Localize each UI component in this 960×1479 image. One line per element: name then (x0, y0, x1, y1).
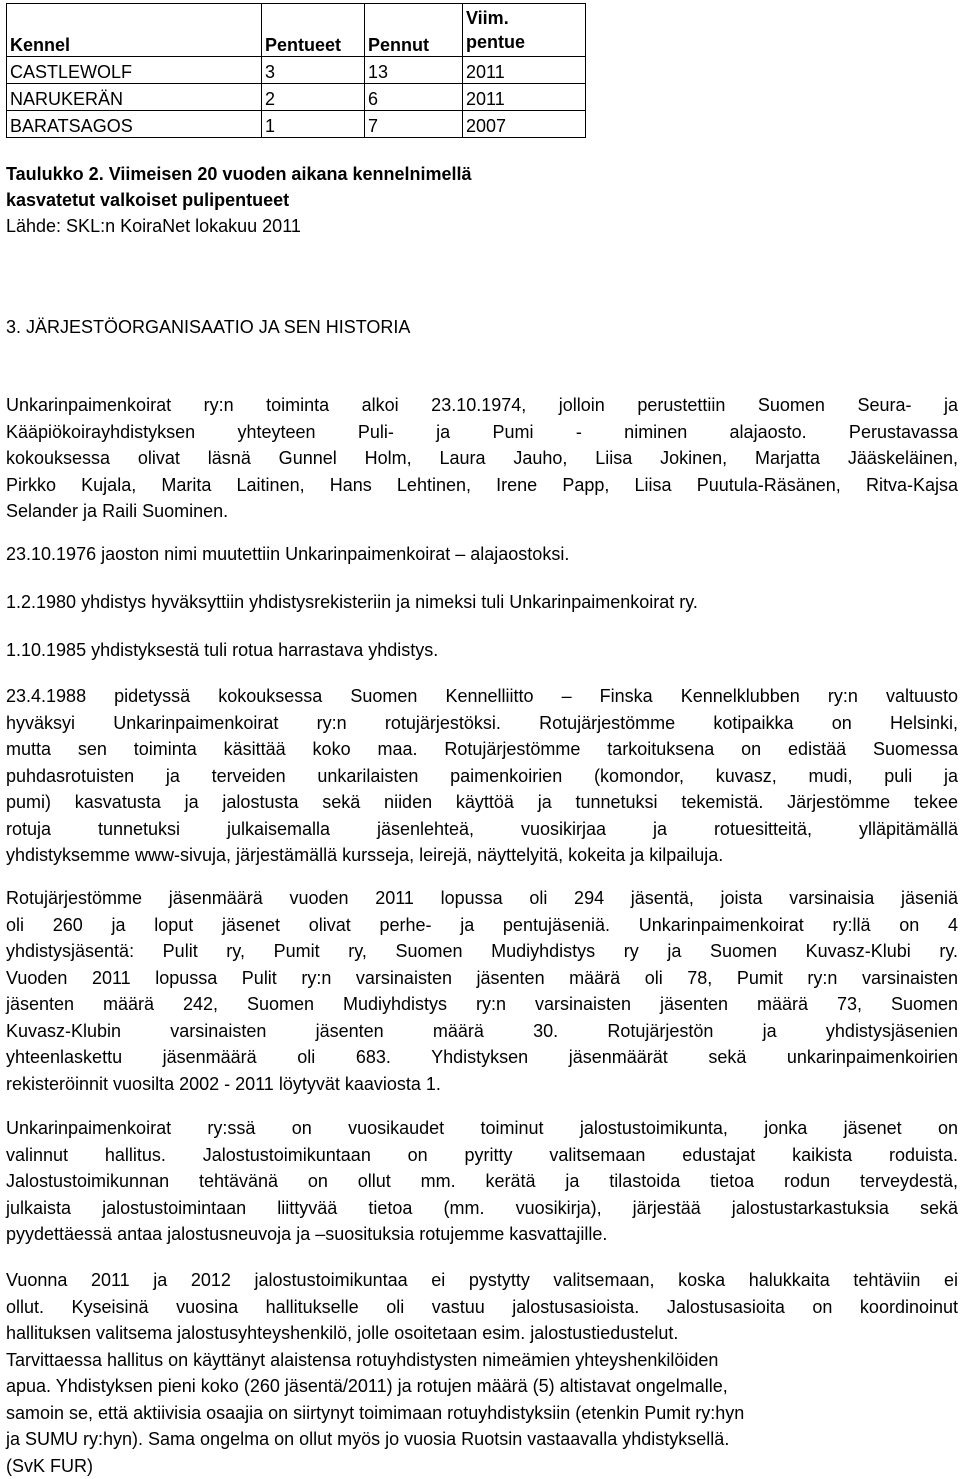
paragraph-line: samoin se, että aktiivisia osaajia on siirtynyt toimimaan rotuyhdistyksiin (etenkin Pumit ry:hyn (6, 1400, 958, 1427)
paragraph-line: puhdasrotuisten ja terveiden unkarilaisten paimenkoirien (komondor, kuvasz, mudi, puli ja (6, 763, 958, 790)
header-viim-line1: Viim. (466, 8, 509, 28)
paragraph-1976 (6, 541, 958, 568)
paragraph-membership (6, 885, 958, 1097)
paragraph-line: valinnut hallitus. Jalostustoimikuntaan on pyritty valitsemaan edustajat kaikista roduista. (6, 1142, 958, 1169)
paragraph-line: Vuoden 2011 lopussa Pulit ry:n varsinaisten jäsenten määrä oli 78, Pumit ry:n varsinaisten (6, 965, 958, 992)
header-pentueet: Pentueet (262, 4, 365, 57)
section-heading: 3. JÄRJESTÖORGANISAATIO JA SEN HISTORIA (6, 314, 410, 340)
cell-kennel: BARATSAGOS (7, 111, 262, 138)
table-source: Lähde: SKL:n KoiraNet lokakuu 2011 (6, 213, 301, 239)
paragraph-line: ollut. Kyseisinä vuosina hallitukselle oli vastuu jalostusasioista. Jalostusasioita on koordinoinut (6, 1294, 958, 1321)
paragraph-line: yhteenlaskettu jäsenmäärä oli 683. Yhdistyksen jäsenmäärät sekä unkarinpaimenkoirien (6, 1044, 958, 1071)
paragraph-breeding-committee (6, 1115, 958, 1248)
paragraph-line: yhdistysjäsentä: Pulit ry, Pumit ry, Suomen Mudiyhdistys ry ja Suomen Kuvasz-Klubi ry. (6, 938, 958, 965)
caption-line-2: kasvatetut valkoiset pulipentueet (6, 187, 472, 213)
paragraph-1988 (6, 683, 958, 869)
paragraph-line: pyydettäessä antaa jalostusneuvoja ja –suosituksia rotujemme kasvattajille. (6, 1221, 958, 1248)
cell-pennut: 6 (365, 84, 463, 111)
paragraph-line: julkaista jalostustoimintaan liittyvää tietoa (mm. vuosikirja), järjestää jalostustarkastuksia sekä (6, 1195, 958, 1222)
paragraph-line: Unkarinpaimenkoirat ry:ssä on vuosikaudet toiminut jalostustoimikunta, jonka jäsenet on (6, 1115, 958, 1142)
paragraph-line: rotuja tunnetuksi julkaisemalla jäsenlehteä, vuosikirjaa ja rotuesitteitä, ylläpitämällä (6, 816, 958, 843)
paragraph-line: 23.10.1976 jaoston nimi muutettiin Unkarinpaimenkoirat – alajaostoksi. (6, 541, 958, 568)
header-kennel: Kennel (7, 4, 262, 57)
paragraph-line: hallituksen valitsema jalostusyhteyshenkilö, jolle osoitetaan esim. jalostustiedustelut. (6, 1320, 958, 1347)
table-caption (6, 161, 472, 213)
paragraph-line: 1.10.1985 yhdistyksestä tuli rotua harrastava yhdistys. (6, 637, 958, 664)
paragraph-line: Kääpiökoirayhdistyksen yhteyteen Puli- ja Pumi - niminen alajaosto. Perustavassa (6, 419, 958, 446)
paragraph-line: Jalostustoimikunnan tehtävänä on ollut mm. kerätä ja tilastoida tietoa rodun terveydestä, (6, 1168, 958, 1195)
paragraph-history (6, 392, 958, 525)
paragraph-line: Selander ja Raili Suominen. (6, 498, 958, 525)
paragraph-line: ja SUMU ry:hyn). Sama ongelma on ollut myös jo vuosia Ruotsin vastaavalla yhdistyksellä. (6, 1426, 958, 1453)
paragraph-line: Tarvittaessa hallitus on käyttänyt alaistensa rotuyhdistysten nimeämien yhteyshenkilöiden (6, 1347, 958, 1374)
table-row (7, 57, 586, 84)
paragraph-line: hyväksyi Unkarinpaimenkoirat ry:n rotujärjestöksi. Rotujärjestömme kotipaikka on Helsinki, (6, 710, 958, 737)
header-viim-pentue (463, 4, 586, 57)
kennel-table (6, 3, 586, 138)
paragraph-line: mutta sen toiminta käsittää koko maa. Rotujärjestömme tarkoituksena on edistää Suomessa (6, 736, 958, 763)
paragraph-2011-2012 (6, 1267, 958, 1479)
cell-kennel: NARUKERÄN (7, 84, 262, 111)
paragraph-line: Pirkko Kujala, Marita Laitinen, Hans Lehtinen, Irene Papp, Liisa Puutula-Räsänen, Ritva-Kajsa (6, 472, 958, 499)
cell-pennut: 13 (365, 57, 463, 84)
paragraph-1980 (6, 589, 958, 616)
paragraph-line: Vuonna 2011 ja 2012 jalostustoimikuntaa ei pystytty valitsemaan, koska halukkaita tehtäviin ei (6, 1267, 958, 1294)
table-header-row (7, 4, 586, 57)
paragraph-line: kokouksessa olivat läsnä Gunnel Holm, Laura Jauho, Liisa Jokinen, Marjatta Jääskeläinen, (6, 445, 958, 472)
caption-line-1: Taulukko 2. Viimeisen 20 vuoden aikana kennelnimellä (6, 161, 472, 187)
table-row (7, 111, 586, 138)
cell-pentueet: 1 (262, 111, 365, 138)
paragraph-line: yhdistyksemme www-sivuja, järjestämällä kursseja, leirejä, näyttelyitä, kokeita ja kilpailuja. (6, 842, 958, 869)
paragraph-line: apua. Yhdistyksen pieni koko (260 jäsentä/2011) ja rotujen määrä (5) altistavat ongelmalle, (6, 1373, 958, 1400)
cell-viim-pentue: 2011 (463, 84, 586, 111)
header-viim-line2: pentue (466, 32, 525, 52)
paragraph-line: Unkarinpaimenkoirat ry:n toiminta alkoi 23.10.1974, jolloin perustettiin Suomen Seura- ja (6, 392, 958, 419)
paragraph-line: rekisteröinnit vuosilta 2002 - 2011 löytyvät kaaviosta 1. (6, 1071, 958, 1098)
cell-pentueet: 2 (262, 84, 365, 111)
cell-kennel: CASTLEWOLF (7, 57, 262, 84)
paragraph-line: 23.4.1988 pidetyssä kokouksessa Suomen Kennelliitto – Finska Kennelklubben ry:n valtuusto (6, 683, 958, 710)
paragraph-line: pumi) kasvatusta ja jalostusta sekä niiden käyttöä ja tunnetuksi tekemistä. Järjestömme tekee (6, 789, 958, 816)
paragraph-line: Kuvasz-Klubin varsinaisten jäsenten määrä 30. Rotujärjestön ja yhdistysjäsenien (6, 1018, 958, 1045)
paragraph-1985 (6, 637, 958, 664)
paragraph-line: oli 260 ja loput jäsenet olivat perhe- ja pentujäseniä. Unkarinpaimenkoirat ry:llä on 4 (6, 912, 958, 939)
cell-pennut: 7 (365, 111, 463, 138)
paragraph-line: jäsenten määrä 242, Suomen Mudiyhdistys ry:n varsinaisten jäsenten määrä 73, Suomen (6, 991, 958, 1018)
paragraph-line: 1.2.1980 yhdistys hyväksyttiin yhdistysrekisteriin ja nimeksi tuli Unkarinpaimenkoirat ry. (6, 589, 958, 616)
cell-viim-pentue: 2007 (463, 111, 586, 138)
paragraph-line: Rotujärjestömme jäsenmäärä vuoden 2011 lopussa oli 294 jäsentä, joista varsinaisia jäseniä (6, 885, 958, 912)
cell-viim-pentue: 2011 (463, 57, 586, 84)
header-pennut: Pennut (365, 4, 463, 57)
table-row (7, 84, 586, 111)
cell-pentueet: 3 (262, 57, 365, 84)
paragraph-line: (SvK FUR) (6, 1453, 958, 1479)
